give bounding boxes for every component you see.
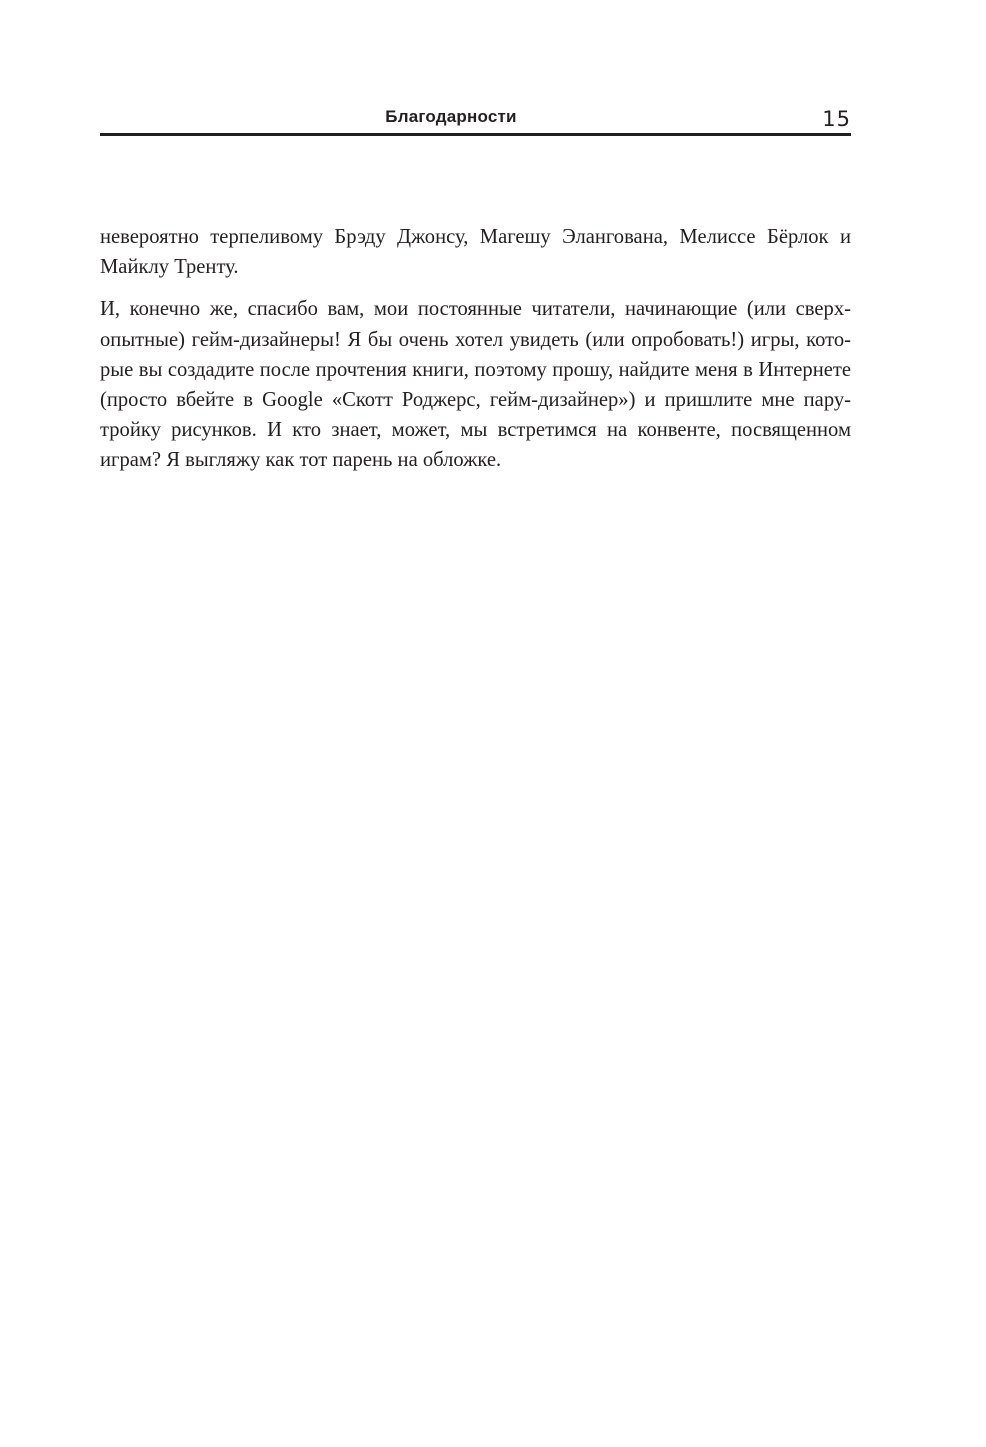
header-rule: [100, 133, 851, 136]
body-text: [100, 222, 851, 476]
chapter-title: Благодарности: [385, 107, 517, 126]
paragraph: невероятно терпеливому Брэду Джонсу, Магешу Элангована, Мелиссе Бёрлок и Майклу Тренту.: [100, 226, 851, 279]
page-number: 15: [822, 107, 851, 131]
running-head: [100, 100, 851, 136]
paragraph: И, конечно же, спасибо вам, мои постоянные читатели, начинающие (или сверхопытные) гейм-дизайнеры! Я бы очень хотел увидеть (или опробовать!) игры, которые вы создадите после прочтения книги, поэтому прошу, найдите меня в Интернете (просто вбейте в Google «Скотт Роджерс, гейм-дизайнер») и пришлите мне пару-тройку рисунков. И кто знает, может, мы встретимся на конвенте, посвященном играм? Я выгляжу как тот парень на обложке.: [100, 298, 851, 472]
